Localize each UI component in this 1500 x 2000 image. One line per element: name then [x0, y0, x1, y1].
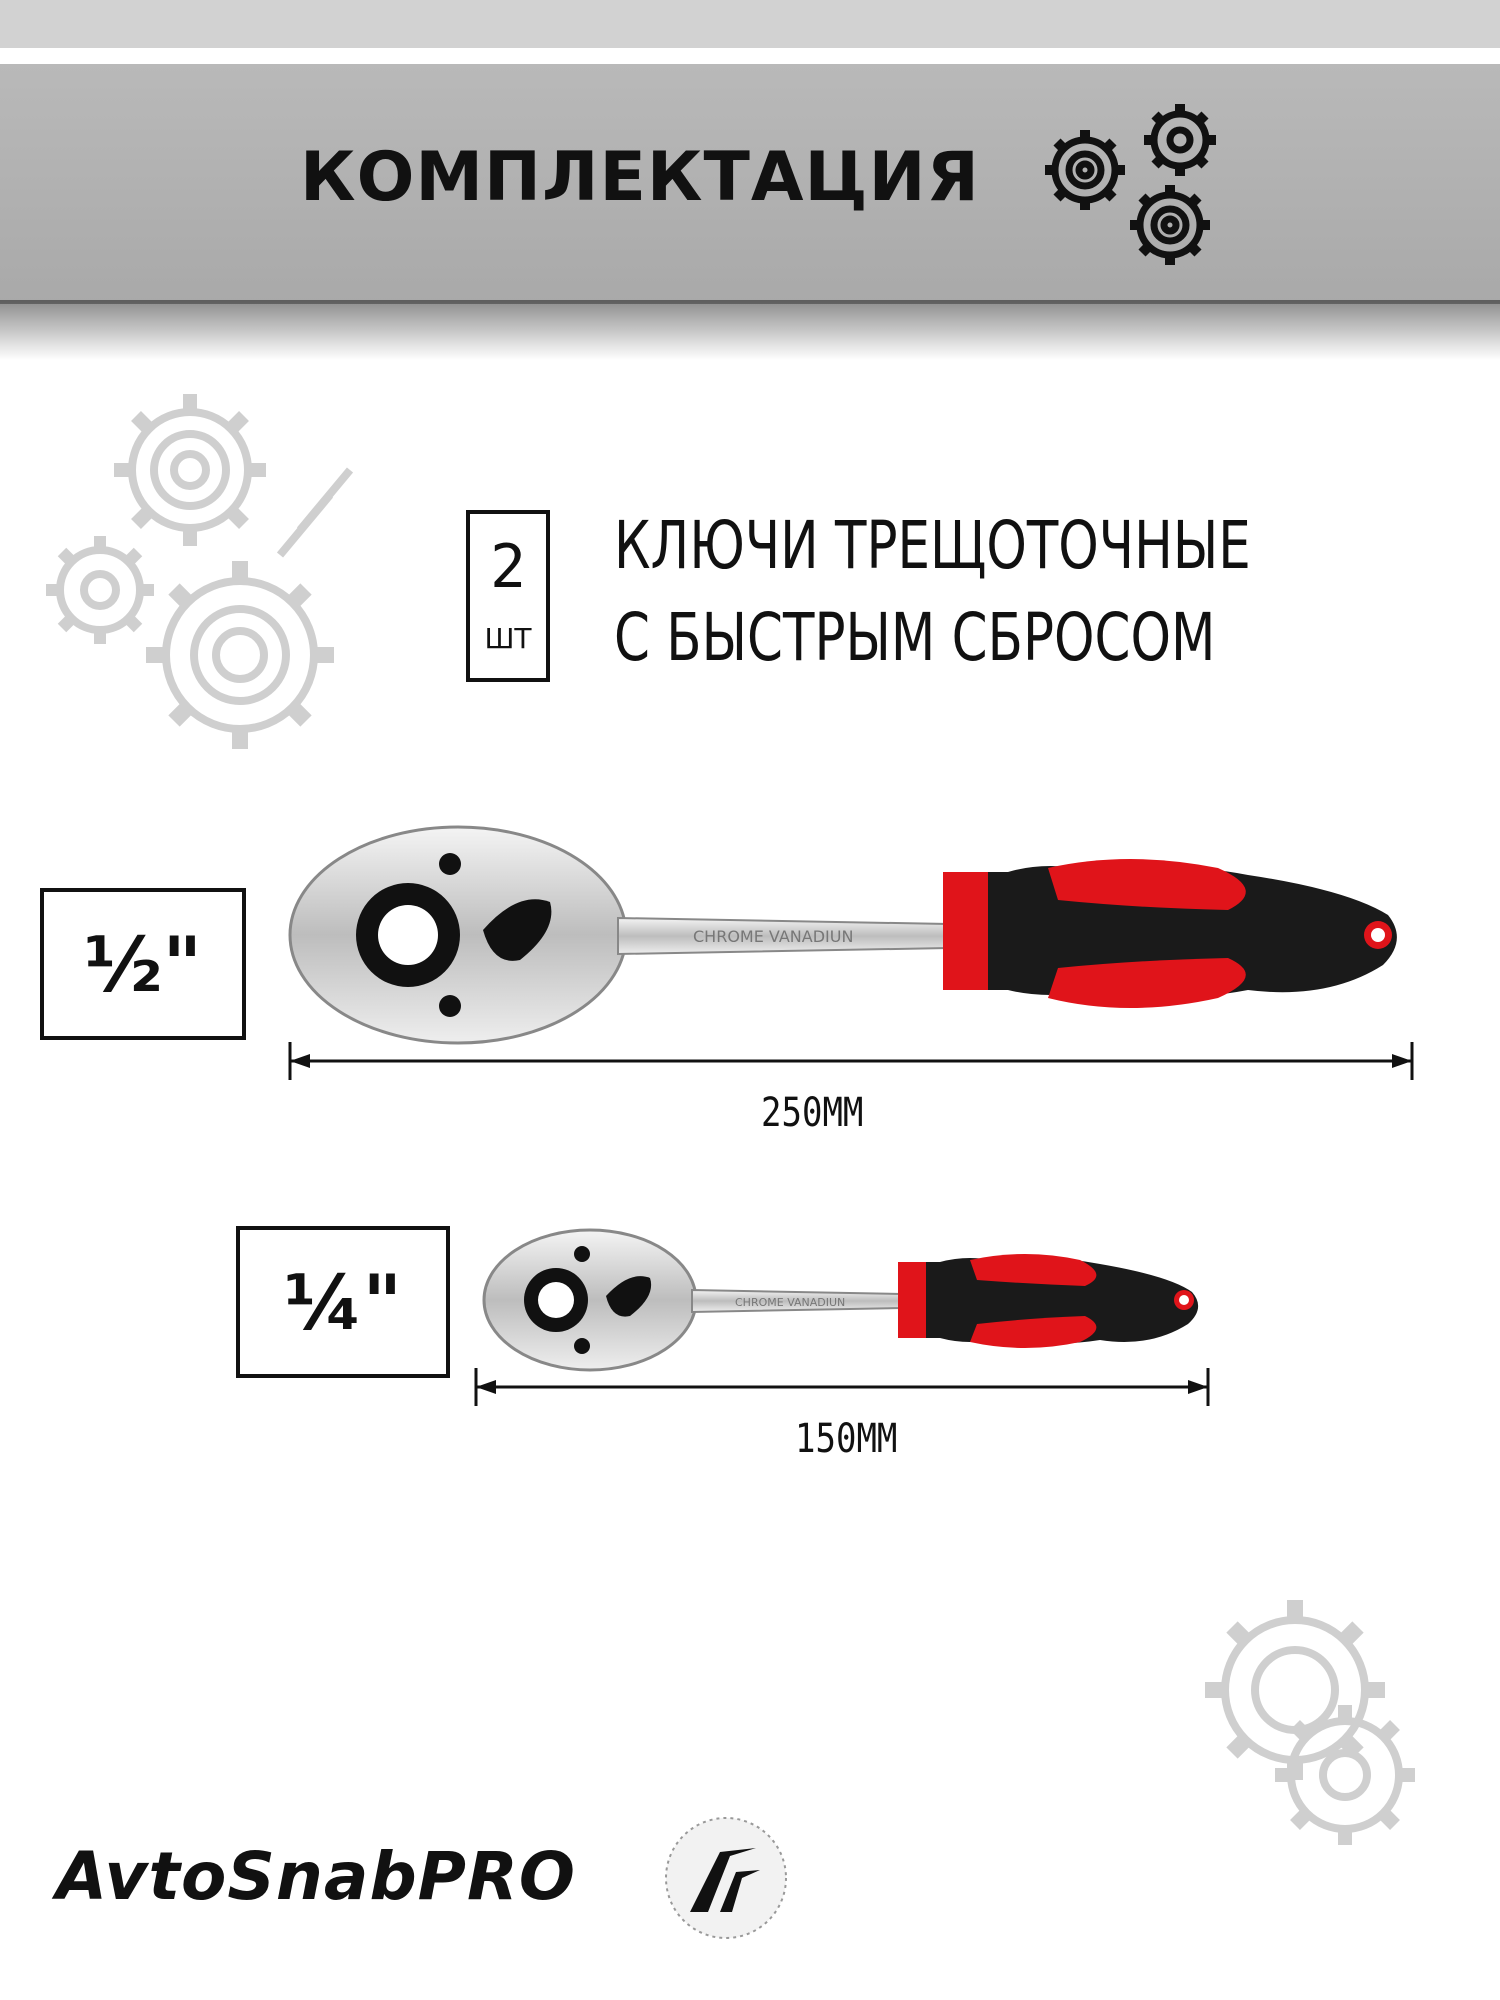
quantity-number: 2	[489, 532, 527, 602]
quantity-box	[466, 510, 550, 682]
header-shadow	[0, 300, 1500, 360]
decorative-gears-icon	[30, 380, 390, 780]
product-title-line1: КЛЮЧИ ТРЕЩОТОЧНЫЕ	[614, 507, 1251, 584]
ratchet-wrench-large-image	[288, 820, 1428, 1050]
ratchet-wrench-small-image	[480, 1220, 1220, 1380]
gears-icon	[1040, 90, 1230, 280]
dimension-line-250	[286, 1036, 1416, 1086]
decorative-gears-icon	[1185, 1590, 1445, 1860]
engraving-text: CHROME VANADIUN	[693, 927, 854, 946]
product-title-line2: С БЫСТРЫМ СБРОСОМ	[614, 599, 1216, 676]
header-title: КОМПЛЕКТАЦИЯ	[300, 138, 980, 217]
quantity-unit: ШТ	[484, 622, 532, 655]
dimension-line-150	[472, 1362, 1212, 1412]
length-label-150: 150ММ	[795, 1416, 898, 1462]
road-logo-icon	[660, 1812, 792, 1944]
product-title	[614, 500, 1254, 684]
length-label-250: 250ММ	[761, 1090, 864, 1136]
brand-name: AvtoSnabPRO	[56, 1838, 576, 1915]
engraving-text: CHROME VANADIUN	[735, 1296, 846, 1309]
size-badge-quarter-inch: ¼"	[236, 1226, 450, 1378]
size-badge-half-inch: ½"	[40, 888, 246, 1040]
top-strip	[0, 0, 1500, 48]
